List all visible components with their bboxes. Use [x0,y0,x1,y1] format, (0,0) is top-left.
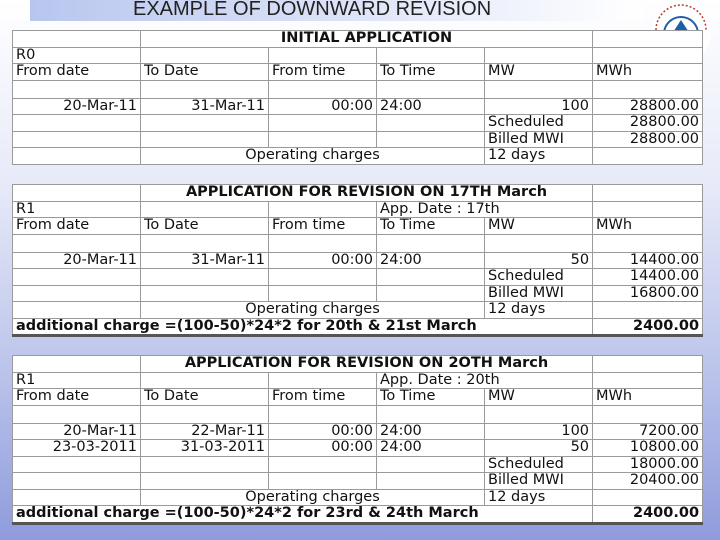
revision-label: R1 [13,372,141,389]
table-row: 20-Mar-11 31-Mar-11 00:00 24:00 100 28800.00 [13,98,703,115]
table-header: APPLICATION FOR REVISION ON 2OTH March [141,356,593,373]
slide-title: EXAMPLE OF DOWNWARD REVISION [133,0,492,20]
revision-label: R1 [13,201,141,218]
revision-20th-table: APPLICATION FOR REVISION ON 2OTH March R1 App. Date : 20th From date To Date From time To Time MW MWh 20-Mar-11 22-Mar-11 00:00 24:00 100 7200.00 23-03-2011 31-03-2011 00:00 24:00 50 10800.00 Scheduled 18000.00 Billed MWI 20400.00 Operating charges 12 days additional charge =(100-50)*24*2 for 23rd & 24th March 2400.00 [12,355,703,525]
app-date: App. Date : 20th [377,372,593,389]
table-header: INITIAL APPLICATION [141,31,593,48]
column-header-row: From date To Date From time To Time MW MWh [13,64,703,81]
table-header: APPLICATION FOR REVISION ON 17TH March [141,185,593,202]
revision-17th-table: APPLICATION FOR REVISION ON 17TH March R1 App. Date : 17th From date To Date From time To Time MW MWh 20-Mar-11 31-Mar-11 00:00 24:00 50 14400.00 Scheduled 14400.00 Billed MWI 16800.00 Operating charges 12 days additional charge =(100-50)*24*2 for 20th & 21st March 2400.00 [12,184,703,337]
additional-charge-label: additional charge =(100-50)*24*2 for 20th & 21st March [13,318,593,336]
column-header-row: From date To Date From time To Time MW MWh [13,389,703,406]
table-row: 23-03-2011 31-03-2011 00:00 24:00 50 10800.00 [13,440,703,457]
initial-application-table: INITIAL APPLICATION R0 From date To Date From time To Time MW MWh 20-Mar-11 31-Mar-11 00:00 24:00 100 28800.00 Scheduled 28800.00 Billed MWI 28800.00 Operating charges 12 days [12,30,703,165]
app-date: App. Date : 17th [377,201,593,218]
additional-charge-value: 2400.00 [593,506,703,524]
additional-charge-label: additional charge =(100-50)*24*2 for 23rd & 24th March [13,506,593,524]
table-row: 20-Mar-11 22-Mar-11 00:00 24:00 100 7200.00 [13,423,703,440]
revision-label: R0 [13,47,141,64]
column-header-row: From date To Date From time To Time MW MWh [13,218,703,235]
additional-charge-value: 2400.00 [593,318,703,336]
table-row: 20-Mar-11 31-Mar-11 00:00 24:00 50 14400.00 [13,252,703,269]
